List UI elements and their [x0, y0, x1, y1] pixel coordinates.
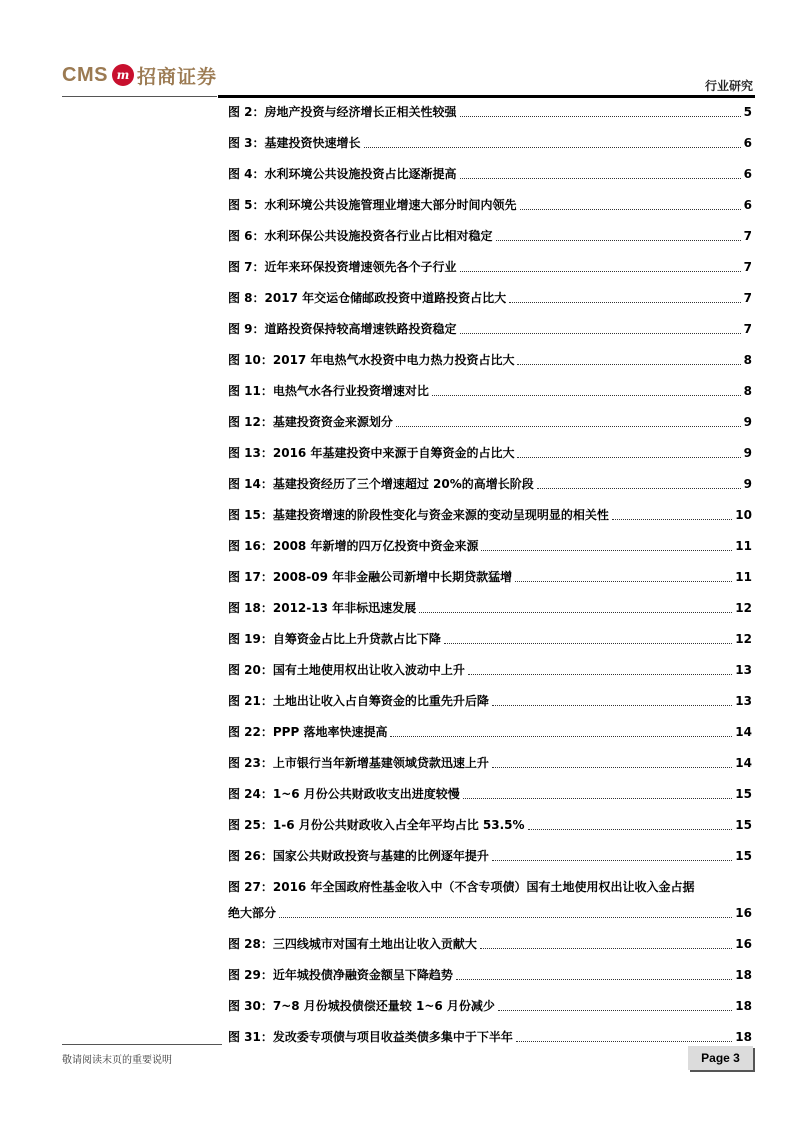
- toc-entry[interactable]: [228, 290, 752, 306]
- toc-entry-title: 图 2：房地产投资与经济增长正相关性较强: [228, 105, 457, 119]
- toc-leader-dots: [396, 426, 741, 427]
- toc-entry-page: 13: [735, 663, 752, 677]
- toc-entry[interactable]: [228, 166, 752, 182]
- toc-entry-title: 图 24：1~6 月份公共财政收支出进度较慢: [228, 787, 460, 801]
- toc-entry-title: 图 8：2017 年交运仓储邮政投资中道路投资占比大: [228, 291, 507, 305]
- header-rule-thin: [62, 96, 217, 97]
- toc-leader-dots: [432, 395, 741, 396]
- toc-entry-title: 图 28：三四线城市对国有土地出让收入贡献大: [228, 937, 477, 951]
- toc-entry[interactable]: [228, 383, 752, 399]
- toc-entry-page: 15: [735, 849, 752, 863]
- logo-badge-icon: m: [112, 64, 134, 86]
- toc-leader-dots: [517, 457, 740, 458]
- toc-entry-title: 图 6：水利环保公共设施投资各行业占比相对稳定: [228, 229, 493, 243]
- toc-entry-title-continued: 绝大部分: [228, 906, 277, 920]
- toc-entry[interactable]: [228, 1029, 752, 1045]
- toc-leader-dots: [463, 798, 732, 799]
- toc-entry[interactable]: [228, 414, 752, 430]
- toc-leader-dots: [460, 178, 741, 179]
- toc-entry-page: 15: [735, 787, 752, 801]
- toc-entry-page: 8: [743, 353, 752, 367]
- toc-entry-title: 图 21：土地出让收入占自筹资金的比重先升后降: [228, 694, 489, 708]
- toc-entry-title: 图 7：近年来环保投资增速领先各个子行业: [228, 260, 457, 274]
- toc-entry-title: 图 26：国家公共财政投资与基建的比例逐年提升: [228, 849, 489, 863]
- page-header: [0, 0, 793, 100]
- toc-entry-page: 8: [743, 384, 752, 398]
- logo-cms-text: CMS: [62, 63, 108, 86]
- toc-leader-dots: [460, 116, 741, 117]
- toc-entry-title: 图 14：基建投资经历了三个增速超过 20%的高增长阶段: [228, 477, 534, 491]
- toc-entry-page: 15: [735, 818, 752, 832]
- toc-leader-dots: [279, 917, 732, 918]
- toc-leader-dots: [481, 550, 732, 551]
- toc-entry-title: 图 20：国有土地使用权出让收入波动中上升: [228, 663, 465, 677]
- toc-entry[interactable]: [228, 476, 752, 492]
- toc-entry-title: 图 11：电热气水各行业投资增速对比: [228, 384, 429, 398]
- toc-entry[interactable]: [228, 879, 752, 921]
- toc-entry[interactable]: [228, 631, 752, 647]
- toc-entry-title: 图 13：2016 年基建投资中来源于自筹资金的占比大: [228, 446, 515, 460]
- toc-entry-title: 图 22：PPP 落地率快速提高: [228, 725, 388, 739]
- toc-entry-title: 图 18：2012-13 年非标迅速发展: [228, 601, 417, 615]
- toc-entry-title: 图 23：上市银行当年新增基建领域贷款迅速上升: [228, 756, 489, 770]
- toc-entry-title: 图 17：2008-09 年非金融公司新增中长期贷款猛增: [228, 570, 513, 584]
- toc-entry[interactable]: [228, 724, 752, 740]
- toc-entry-title: 图 4：水利环境公共设施投资占比逐渐提高: [228, 167, 457, 181]
- toc-entry-page: 9: [743, 415, 752, 429]
- header-rule-thick: [218, 95, 755, 98]
- toc-entry-page: 18: [735, 1030, 752, 1044]
- toc-entry[interactable]: [228, 786, 752, 802]
- toc-entry[interactable]: [228, 538, 752, 554]
- toc-leader-dots: [528, 829, 733, 830]
- toc-entry-page: 7: [743, 229, 752, 243]
- toc-entry-page: 16: [735, 937, 752, 951]
- toc-entry-line2: [228, 905, 752, 921]
- toc-entry-page: 7: [743, 260, 752, 274]
- toc-leader-dots: [480, 948, 732, 949]
- toc-entry-page: 6: [743, 198, 752, 212]
- toc-entry-title: 图 9：道路投资保持较高增速铁路投资稳定: [228, 322, 457, 336]
- toc-entry-page: 18: [735, 968, 752, 982]
- toc-entry-page: 9: [743, 477, 752, 491]
- figure-list: [228, 104, 752, 1060]
- toc-entry[interactable]: [228, 662, 752, 678]
- toc-entry[interactable]: [228, 135, 752, 151]
- toc-entry-title: 图 25：1-6 月份公共财政收入占全年平均占比 53.5%: [228, 818, 525, 832]
- toc-entry[interactable]: [228, 259, 752, 275]
- section-label: 行业研究: [704, 79, 753, 93]
- toc-entry[interactable]: [228, 998, 752, 1014]
- toc-entry[interactable]: [228, 848, 752, 864]
- toc-entry-page: 16: [735, 906, 752, 920]
- toc-leader-dots: [364, 147, 741, 148]
- toc-entry-page: 5: [743, 105, 752, 119]
- toc-leader-dots: [444, 643, 732, 644]
- toc-leader-dots: [468, 674, 732, 675]
- toc-leader-dots: [390, 736, 732, 737]
- toc-leader-dots: [516, 1041, 732, 1042]
- toc-entry[interactable]: [228, 321, 752, 337]
- toc-entry-title: 图 30：7~8 月份城投债偿还量较 1~6 月份减少: [228, 999, 495, 1013]
- toc-leader-dots: [515, 581, 732, 582]
- toc-leader-dots: [456, 979, 732, 980]
- toc-entry-page: 14: [735, 756, 752, 770]
- disclaimer-note: 敬请阅读末页的重要说明: [62, 1055, 172, 1066]
- toc-entry-page: 9: [743, 446, 752, 460]
- toc-leader-dots: [496, 240, 741, 241]
- toc-entry-page: 10: [735, 508, 752, 522]
- toc-entry[interactable]: [228, 507, 752, 523]
- toc-entry[interactable]: [228, 228, 752, 244]
- toc-entry[interactable]: [228, 197, 752, 213]
- toc-entry-page: 6: [743, 167, 752, 181]
- toc-entry-page: 12: [735, 601, 752, 615]
- toc-entry-title: 图 5：水利环境公共设施管理业增速大部分时间内领先: [228, 198, 517, 212]
- toc-entry-title: 图 19：自筹资金占比上升贷款占比下降: [228, 632, 441, 646]
- toc-entry[interactable]: [228, 817, 752, 833]
- toc-entry-page: 18: [735, 999, 752, 1013]
- toc-entry[interactable]: [228, 967, 752, 983]
- toc-entry[interactable]: [228, 104, 752, 120]
- toc-entry-page: 11: [735, 570, 752, 584]
- toc-leader-dots: [517, 364, 740, 365]
- toc-leader-dots: [498, 1010, 732, 1011]
- toc-leader-dots: [460, 333, 741, 334]
- toc-leader-dots: [509, 302, 741, 303]
- toc-entry-title: 图 15：基建投资增速的阶段性变化与资金来源的变动呈现明显的相关性: [228, 508, 609, 522]
- toc-leader-dots: [492, 705, 732, 706]
- logo-chinese-name: 招商证券: [136, 65, 217, 88]
- toc-entry-page: 13: [735, 694, 752, 708]
- toc-entry-title: 图 31：发改委专项债与项目收益类债多集中于下半年: [228, 1030, 513, 1044]
- toc-entry-title: 图 29：近年城投债净融资金额呈下降趋势: [228, 968, 453, 982]
- toc-leader-dots: [520, 209, 741, 210]
- toc-entry-title: 图 27：2016 年全国政府性基金收入中（不含专项债）国有土地使用权出让收入金占据: [228, 880, 695, 894]
- company-logo: [62, 60, 217, 90]
- toc-entry[interactable]: [228, 569, 752, 585]
- toc-leader-dots: [492, 860, 732, 861]
- footer-rule: [62, 1044, 222, 1045]
- toc-entry[interactable]: [228, 445, 752, 461]
- toc-entry[interactable]: [228, 936, 752, 952]
- toc-entry-page: 6: [743, 136, 752, 150]
- toc-leader-dots: [492, 767, 732, 768]
- toc-leader-dots: [419, 612, 732, 613]
- toc-leader-dots: [460, 271, 741, 272]
- page-number-box: Page 3: [688, 1046, 753, 1070]
- toc-entry[interactable]: [228, 755, 752, 771]
- toc-entry-page: 7: [743, 291, 752, 305]
- toc-entry[interactable]: [228, 600, 752, 616]
- toc-entry-title: 图 10：2017 年电热气水投资中电力热力投资占比大: [228, 353, 515, 367]
- toc-leader-dots: [612, 519, 732, 520]
- toc-entry-page: 11: [735, 539, 752, 553]
- toc-entry-title: 图 16：2008 年新增的四万亿投资中资金来源: [228, 539, 479, 553]
- toc-entry-page: 12: [735, 632, 752, 646]
- toc-entry-page: 7: [743, 322, 752, 336]
- toc-entry-title: 图 12：基建投资资金来源划分: [228, 415, 393, 429]
- toc-entry[interactable]: [228, 693, 752, 709]
- toc-entry-page: 14: [735, 725, 752, 739]
- toc-entry[interactable]: [228, 352, 752, 368]
- toc-entry-title: 图 3：基建投资快速增长: [228, 136, 361, 150]
- toc-leader-dots: [537, 488, 741, 489]
